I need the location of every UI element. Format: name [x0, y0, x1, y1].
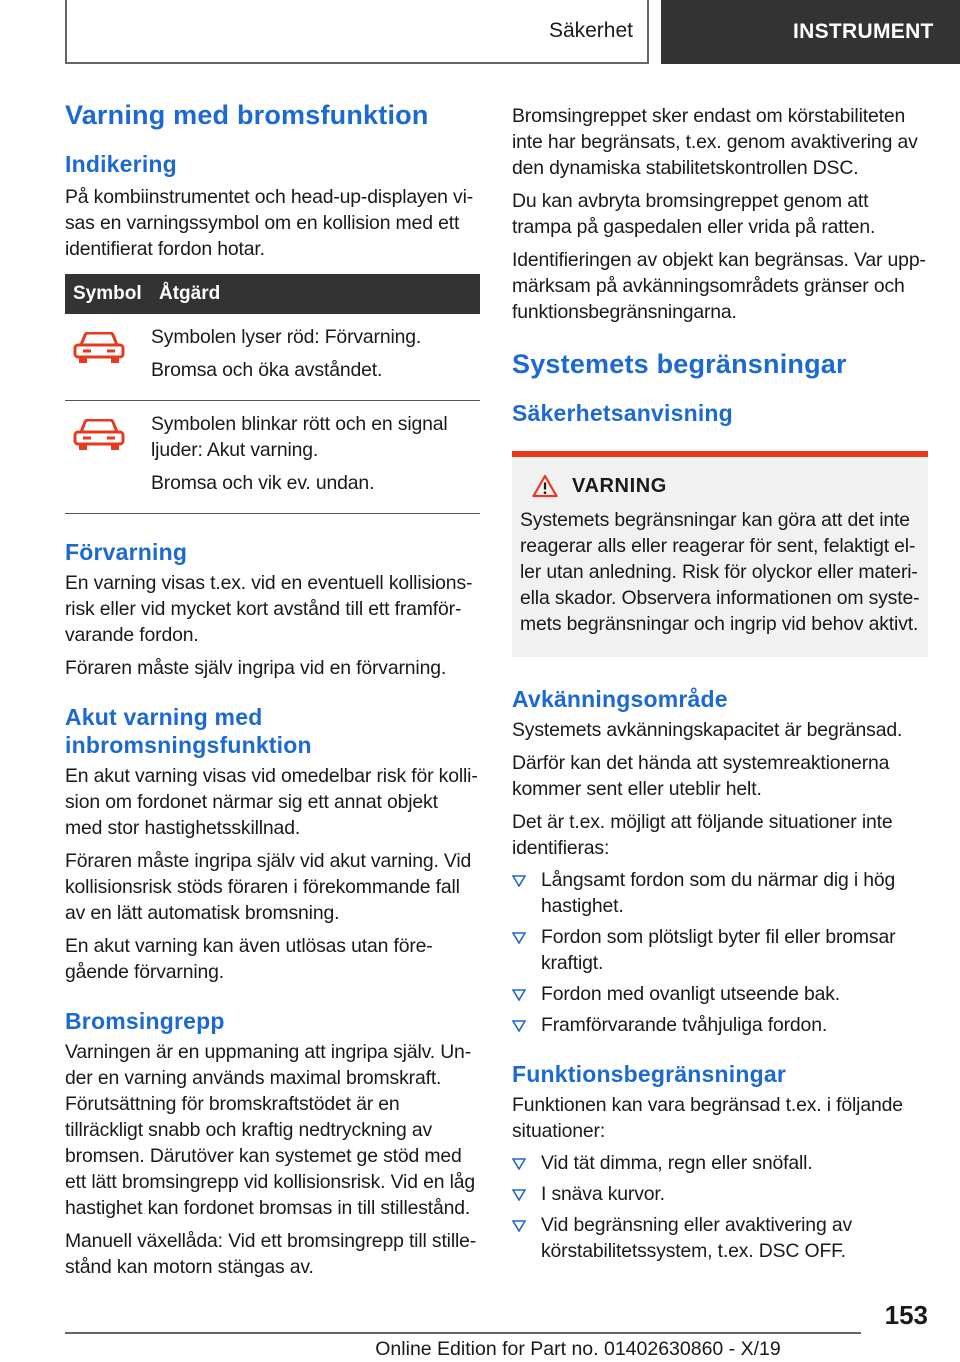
page-number: 153: [884, 1300, 928, 1330]
car-warning-icon: [73, 332, 125, 364]
table-cell-text: Symbolen lyser röd: Förvarning.: [151, 326, 422, 348]
warning-label: VARNING: [572, 474, 667, 497]
table-cell-text: Bromsa och öka avståndet.: [151, 359, 383, 381]
list-item: Fordon som plötsligt byter fil eller bromsar kraftigt.: [512, 924, 928, 976]
warning-text: Systemets begränsningar kan göra att det inte reagerar alls eller reagerar för sent, felaktigt eller utan anledning. Risk för olyckor eller materiella skador. Observera informationen om systemets begränsningar och ingrip vid behov aktivt.: [520, 509, 920, 635]
section-title: Säkerhet: [548, 19, 633, 42]
footer-edition: Online Edition for Part no. 01402630860 - X/19: [375, 1338, 781, 1360]
section-heading-varning: Varning med bromsfunktion: [65, 100, 429, 130]
subheading-funktionsbegransningar: Funktionsbegränsningar: [512, 1061, 787, 1087]
subheading-avkanningsomrade: Avkänningsområde: [512, 686, 728, 712]
triangle-bullet-icon: [512, 875, 526, 887]
triangle-bullet-icon: [512, 1158, 526, 1170]
akut-text-1: En akut varning visas vid omedelbar risk för kollision om fordonet närmar sig ett annat objekt med stor hastighetsskillnad.: [65, 765, 478, 839]
avkanning-text-1: Systemets avkänningskapacitet är begränsad.: [512, 719, 903, 741]
forvarning-text-1: En varning visas t.ex. vid en eventuell kollisionsrisk eller vid mycket kort avstånd till ett framförvarande fordon.: [65, 572, 473, 646]
list-item: Långsamt fordon som du närmar dig i hög hastighet.: [512, 867, 928, 919]
warning-box: [512, 451, 928, 657]
left-column: [65, 98, 480, 1280]
right-text-2: Du kan avbryta bromsingreppet genom att trampa på gaspedalen eller vrida på ratten.: [512, 190, 876, 238]
header-section-tab: [65, 0, 649, 64]
car-warning-icon: [73, 419, 125, 451]
avkanning-text-3: Det är t.ex. möjligt att följande situationer inte identifieras:: [512, 811, 893, 859]
table-header-atgard: Åtgärd: [151, 274, 480, 314]
chapter-title: INSTRUMENT: [793, 20, 934, 43]
akut-text-3: En akut varning kan även utlösas utan föregående förvarning.: [65, 935, 433, 983]
subheading-indikering: Indikering: [65, 151, 177, 177]
right-text-1: Bromsingreppet sker endast om körstabiliteten inte har begränsats, t.ex. genom avaktivering av den dynamiska stabilitetskontrollen DSC.: [512, 105, 918, 179]
table-cell-text: Bromsa och vik ev. undan.: [151, 472, 375, 494]
list-item: Vid tät dimma, regn eller snöfall.: [512, 1150, 928, 1176]
funktion-list: [512, 1150, 928, 1264]
table-header-row: [65, 274, 480, 314]
table-row: [65, 314, 480, 401]
forvarning-text-2: Föraren måste själv ingripa vid en förvarning.: [65, 657, 447, 679]
triangle-bullet-icon: [512, 1189, 526, 1201]
subheading-bromsingrepp: Bromsingrepp: [65, 1008, 225, 1034]
list-item: Fordon med ovanligt utseende bak.: [512, 981, 928, 1007]
table-cell-text: Symbolen blinkar rött och en signal ljuder: Akut varning.: [151, 413, 448, 461]
warning-triangle-icon: [532, 474, 558, 498]
akut-text-2: Föraren måste ingripa själv vid akut varning. Vid kollisionsrisk stöds föraren i förekommande fall av en lätt automatisk bromsning.: [65, 850, 472, 924]
list-item: Vid begränsning eller avaktivering av körstabilitetssystem, t.ex. DSC OFF.: [512, 1212, 928, 1264]
header-chapter-tab: [661, 0, 960, 64]
list-item: I snäva kurvor.: [512, 1181, 928, 1207]
avkanning-text-2: Därför kan det hända att systemreaktionerna kommer sent eller uteblir helt.: [512, 752, 890, 800]
subheading-forvarning: Förvarning: [65, 539, 188, 565]
avkanning-list: [512, 867, 928, 1038]
section-heading-begransningar: Systemets begränsningar: [512, 349, 847, 379]
triangle-bullet-icon: [512, 989, 526, 1001]
bromsingrepp-text-2: Manuell växellåda: Vid ett bromsingrepp till stillestånd kan motorn stängas av.: [65, 1230, 477, 1278]
indikering-text: På kombiinstrumentet och head-up-displayen visas en varningssymbol om en kollision med ett identifierat fordon hotar.: [65, 186, 474, 260]
table-row: [65, 401, 480, 514]
triangle-bullet-icon: [512, 1020, 526, 1032]
table-header-symbol: Symbol: [65, 274, 151, 314]
symbol-table: [65, 274, 480, 514]
funktion-text-1: Funktionen kan vara begränsad t.ex. i följande situationer:: [512, 1094, 903, 1142]
footer-divider: [65, 1332, 861, 1334]
triangle-bullet-icon: [512, 1220, 526, 1232]
subheading-akut-varning: Akut varning med inbromsningsfunktion: [65, 704, 312, 758]
right-column: [512, 103, 928, 1269]
bromsingrepp-text-1: Varningen är en uppmaning att ingripa själv. Under en varning används maximal bromskraft. Förutsättning för bromskraftstödet är en tillräckligt snabb och kraftig nedtryckning av bromsen. Därutöver kan systemet ge stöd med ett lätt bromsingrepp vid kollisionsrisk. Vid en låg hastighet kan fordonet bromsas in till stillestånd.: [65, 1041, 476, 1219]
right-text-3: Identifieringen av objekt kan begränsas. Var uppmärksam på avkänningsområdets gränser och funktionsbegränsningarna.: [512, 249, 926, 323]
list-item: Framförvarande tvåhjuliga fordon.: [512, 1012, 928, 1038]
triangle-bullet-icon: [512, 932, 526, 944]
subheading-sakerhetsanvisning: Säkerhetsanvisning: [512, 400, 733, 426]
